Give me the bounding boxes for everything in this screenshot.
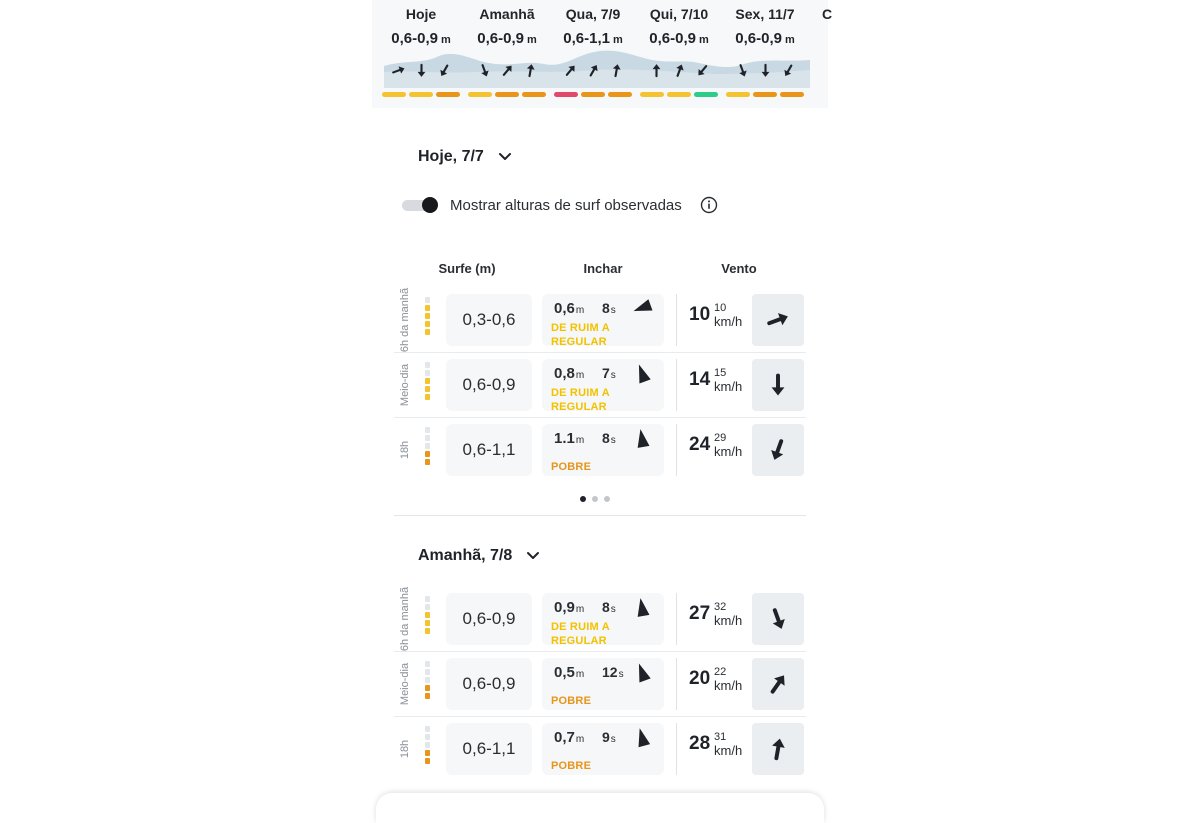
- wind-meta: [714, 432, 742, 458]
- today-section-header[interactable]: [418, 148, 512, 166]
- meter-segment: [425, 596, 430, 602]
- swell-period: [602, 729, 616, 745]
- wind-meta: [714, 367, 742, 393]
- arrow-icon: [436, 62, 453, 79]
- swell-period-unit: s: [610, 305, 616, 316]
- day-name: Qui, 7/10: [649, 6, 709, 22]
- meter-segment: [425, 750, 430, 756]
- day-surf-range-value: 0,6-0,9: [649, 30, 696, 47]
- meter-segment: [425, 661, 430, 667]
- meter-segment: [425, 435, 430, 441]
- arrow-icon: [499, 62, 516, 79]
- surf-height: 0,3-0,6: [446, 294, 532, 346]
- swell-period-unit: s: [618, 669, 624, 680]
- surf-height: 0,6-1,1: [446, 723, 532, 775]
- swell-rating: DE RUIM A REGULAR: [551, 621, 610, 647]
- meter-segment: [425, 370, 430, 376]
- swell-height-unit: m: [575, 435, 585, 446]
- today-section-title: Hoje, 7/7: [418, 148, 484, 165]
- wind-direction-box[interactable]: [752, 658, 804, 710]
- rating-bar: [640, 92, 664, 97]
- meter-segment: [425, 451, 430, 457]
- rating-bar: [667, 92, 691, 97]
- arrow-icon: [562, 62, 579, 79]
- meter-segment: [425, 378, 430, 384]
- pagination-dot[interactable]: [580, 496, 586, 502]
- info-icon[interactable]: [700, 196, 718, 214]
- rating-bar: [436, 92, 460, 97]
- time-label-text: 6h da manhã: [399, 586, 411, 652]
- arrow-icon: [671, 62, 688, 79]
- wind-gust: 29: [714, 432, 727, 444]
- arrow-icon: [757, 62, 774, 79]
- observed-heights-label: Mostrar alturas de surf observadas: [450, 196, 682, 214]
- observed-heights-row: [402, 196, 718, 214]
- column-divider: [676, 593, 677, 645]
- day-name: Hoje: [405, 6, 437, 22]
- wind-unit: km/h: [714, 678, 743, 693]
- rating-bar: [495, 92, 519, 97]
- swell-period-value: 12: [602, 664, 618, 680]
- wind-meta: [714, 666, 742, 692]
- wind-direction-box[interactable]: [752, 593, 804, 645]
- column-divider: [676, 294, 677, 346]
- arrow-icon: [413, 62, 430, 79]
- wind-direction-box[interactable]: [752, 294, 804, 346]
- rating-bar: [608, 92, 632, 97]
- swell-period-value: 8: [602, 300, 610, 316]
- wind-meta: [714, 601, 742, 627]
- day-summary[interactable]: [378, 0, 464, 108]
- swell-height-value: 0,7: [554, 729, 575, 746]
- swell-cell: [542, 359, 664, 411]
- forecast-row[interactable]: [394, 587, 806, 652]
- forecast-row[interactable]: [394, 418, 806, 483]
- rating-bar: [409, 92, 433, 97]
- swell-direction-icon: [629, 596, 655, 618]
- arrow-icon: [476, 62, 493, 79]
- meter-segment: [425, 305, 430, 311]
- surf-height-meter: [425, 726, 430, 764]
- meter-segment: [425, 297, 430, 303]
- day-surf-range-value: 0,6-0,9: [391, 30, 438, 47]
- day-rating-bars: [640, 92, 718, 97]
- rating-bar: [694, 92, 718, 97]
- rating-bar: [522, 92, 546, 97]
- wind-speed: 24: [689, 434, 711, 455]
- rating-bar: [780, 92, 804, 97]
- day-surf-range-unit: m: [612, 34, 623, 46]
- swell-period: [602, 300, 616, 316]
- wind-gust: 31: [714, 731, 727, 743]
- forecast-row[interactable]: [394, 288, 806, 353]
- swell-period-value: 8: [602, 430, 610, 446]
- day-summary[interactable]: [464, 0, 550, 108]
- swell-cell: [542, 593, 664, 645]
- wind-speed: 20: [689, 668, 711, 689]
- arrow-icon: [780, 62, 797, 79]
- meter-segment: [425, 329, 430, 335]
- rating-bar: [726, 92, 750, 97]
- swell-rating: POBRE: [551, 695, 592, 707]
- day-name: Qua, 7/9: [565, 6, 621, 22]
- wind-meta: [714, 731, 742, 757]
- surf-height-meter: [425, 661, 430, 699]
- day-surf-range: [636, 30, 722, 47]
- swell-height-unit: m: [575, 305, 585, 316]
- swell-period-unit: s: [610, 604, 616, 615]
- observed-heights-toggle[interactable]: [402, 196, 438, 214]
- meter-segment: [425, 726, 430, 732]
- wind-speed: 27: [689, 603, 711, 624]
- day-surf-range-unit: m: [440, 34, 451, 46]
- meter-segment: [425, 612, 430, 618]
- time-label: [394, 722, 416, 776]
- column-divider: [676, 424, 677, 476]
- bottom-sheet[interactable]: [376, 793, 824, 823]
- swell-direction-icon: [629, 726, 655, 748]
- tomorrow-section-title: Amanhã, 7/8: [418, 547, 513, 564]
- wind-unit: km/h: [714, 613, 743, 628]
- day-name: Sex, 11/7: [735, 6, 795, 22]
- swell-height-value: 0,5: [554, 664, 575, 681]
- day-name: Amanhã: [479, 6, 535, 22]
- meter-segment: [425, 394, 430, 400]
- arrow-icon: [608, 62, 625, 79]
- swell-height: [554, 365, 584, 382]
- day-wind-arrows: [636, 62, 722, 79]
- arrow-icon: [585, 62, 602, 79]
- swell-period: [602, 430, 616, 446]
- swell-height: [554, 664, 584, 681]
- meter-segment: [425, 685, 430, 691]
- swell-height-value: 0,9: [554, 599, 575, 616]
- column-header-swell: Inchar: [583, 261, 623, 276]
- swell-period-unit: s: [610, 435, 616, 446]
- arrow-icon: [734, 62, 751, 79]
- day-surf-range-value: 0,6-0,9: [477, 30, 524, 47]
- arrow-icon: [764, 306, 792, 334]
- column-header-surf: Surfe (m): [438, 261, 496, 276]
- arrow-icon: [390, 62, 407, 79]
- swell-direction-icon: [629, 362, 655, 384]
- day-wind-arrows: [550, 62, 636, 79]
- swell-period-unit: s: [610, 734, 616, 745]
- swell-cell: [542, 294, 664, 346]
- swell-height-value: 0,8: [554, 365, 575, 382]
- meter-segment: [425, 628, 430, 634]
- forecast-row[interactable]: [394, 717, 806, 782]
- swell-height-unit: m: [575, 669, 585, 680]
- arrow-icon: [764, 436, 792, 464]
- meter-segment: [425, 386, 430, 392]
- surf-height: 0,6-0,9: [446, 658, 532, 710]
- swell-cell: [542, 658, 664, 710]
- time-label-text: Meio-dia: [399, 363, 411, 407]
- swell-period-value: 8: [602, 599, 610, 615]
- meter-segment: [425, 459, 430, 465]
- surf-height: 0,6-1,1: [446, 424, 532, 476]
- swell-height: [554, 729, 584, 746]
- swell-cell: [542, 723, 664, 775]
- forecast-row[interactable]: [394, 652, 806, 717]
- swell-direction-icon: [629, 427, 655, 449]
- meter-segment: [425, 427, 430, 433]
- time-label: [394, 358, 416, 412]
- rating-bar: [554, 92, 578, 97]
- meter-segment: [425, 443, 430, 449]
- day-surf-range: [464, 30, 550, 47]
- swell-period: [602, 599, 616, 615]
- pagination-dot[interactable]: [604, 496, 610, 502]
- wind-speed: 10: [689, 304, 711, 325]
- surf-height-meter: [425, 297, 430, 335]
- wind-gust: 10: [714, 302, 727, 314]
- swell-height-value: 1.1: [554, 430, 575, 447]
- swell-period-value: 7: [602, 365, 610, 381]
- day-surf-range-unit: m: [526, 34, 537, 46]
- day-surf-range: [378, 30, 464, 47]
- day-summary[interactable]: [722, 0, 808, 108]
- meter-segment: [425, 604, 430, 610]
- swell-cell: [542, 424, 664, 476]
- day-rating-bars: [726, 92, 804, 97]
- day-wind-arrows: [722, 62, 808, 79]
- rating-bar: [468, 92, 492, 97]
- arrow-icon: [694, 62, 711, 79]
- swell-height: [554, 300, 584, 317]
- swell-height-unit: m: [575, 604, 585, 615]
- swell-period-unit: s: [610, 370, 616, 381]
- surf-height-meter: [425, 427, 430, 465]
- wind-unit: km/h: [714, 743, 743, 758]
- time-label-text: 18h: [398, 440, 411, 460]
- day-surf-range-unit: m: [784, 34, 795, 46]
- swell-height: [554, 599, 584, 616]
- day-rating-bars: [554, 92, 632, 97]
- surf-height-meter: [425, 596, 430, 634]
- arrow-icon: [522, 62, 539, 79]
- day-rating-bars: [468, 92, 546, 97]
- time-label: [394, 657, 416, 711]
- day-rating-bars: [382, 92, 460, 97]
- meter-segment: [425, 677, 430, 683]
- tomorrow-section-header[interactable]: [418, 547, 540, 565]
- wind-direction-box[interactable]: [752, 723, 804, 775]
- time-label-text: 18h: [398, 739, 411, 759]
- forecast-panel: [372, 0, 833, 800]
- pagination-dot[interactable]: [592, 496, 598, 502]
- day-surf-range-value: 0,6-1,1: [563, 30, 610, 47]
- day-surf-range: [550, 30, 636, 47]
- next-day-peek[interactable]: C: [822, 6, 833, 22]
- swell-direction-icon: [629, 297, 655, 319]
- wind-meta: [714, 302, 742, 328]
- column-header-wind: Vento: [721, 261, 757, 276]
- meter-segment: [425, 742, 430, 748]
- rating-bar: [753, 92, 777, 97]
- surf-height: 0,6-0,9: [446, 593, 532, 645]
- swell-rating: POBRE: [551, 760, 592, 772]
- tomorrow-forecast-rows: [394, 587, 806, 782]
- swell-height: [554, 430, 584, 447]
- pagination-dots: [580, 496, 610, 502]
- swell-period: [602, 664, 624, 680]
- wind-gust: 15: [714, 367, 727, 379]
- swell-height-unit: m: [575, 734, 585, 745]
- day-wind-arrows: [378, 62, 464, 79]
- day-surf-range-unit: m: [698, 34, 709, 46]
- meter-segment: [425, 693, 430, 699]
- time-label: [394, 423, 416, 477]
- swell-rating: DE RUIM A REGULAR: [551, 322, 610, 348]
- meter-segment: [425, 313, 430, 319]
- day-wind-arrows: [464, 62, 550, 79]
- surf-height-meter: [425, 362, 430, 400]
- meter-segment: [425, 669, 430, 675]
- column-divider: [676, 359, 677, 411]
- time-label-text: 6h da manhã: [399, 287, 411, 353]
- arrow-icon: [764, 735, 792, 763]
- meter-segment: [425, 321, 430, 327]
- chevron-down-icon: [526, 551, 540, 561]
- day-summary[interactable]: [550, 0, 636, 108]
- section-divider: [394, 515, 806, 516]
- meter-segment: [425, 758, 430, 764]
- arrow-icon: [764, 670, 792, 698]
- arrow-icon: [764, 371, 792, 399]
- time-label: [394, 287, 416, 353]
- swell-rating: DE RUIM A REGULAR: [551, 387, 610, 413]
- swell-height-unit: m: [575, 370, 585, 381]
- swell-period: [602, 365, 616, 381]
- rating-bar: [581, 92, 605, 97]
- wind-gust: 22: [714, 666, 727, 678]
- multi-day-strip[interactable]: [372, 0, 833, 108]
- day-surf-range: [722, 30, 808, 47]
- forecast-row[interactable]: [394, 353, 806, 418]
- chevron-down-icon: [498, 152, 512, 162]
- meter-segment: [425, 734, 430, 740]
- wind-direction-box[interactable]: [752, 424, 804, 476]
- column-divider: [676, 723, 677, 775]
- swell-period-value: 9: [602, 729, 610, 745]
- today-forecast-rows: [394, 288, 806, 483]
- swell-rating: POBRE: [551, 461, 592, 473]
- day-surf-range-value: 0,6-0,9: [735, 30, 782, 47]
- swell-direction-icon: [629, 661, 655, 683]
- wind-direction-box[interactable]: [752, 359, 804, 411]
- arrow-icon: [764, 605, 792, 633]
- wind-speed: 28: [689, 733, 711, 754]
- wind-unit: km/h: [714, 444, 743, 459]
- column-divider: [676, 658, 677, 710]
- wind-unit: km/h: [714, 379, 743, 394]
- surf-height: 0,6-0,9: [446, 359, 532, 411]
- wind-gust: 32: [714, 601, 727, 613]
- arrow-icon: [648, 62, 665, 79]
- rating-bar: [382, 92, 406, 97]
- meter-segment: [425, 620, 430, 626]
- time-label-text: Meio-dia: [399, 662, 411, 706]
- swell-height-value: 0,6: [554, 300, 575, 317]
- wind-unit: km/h: [714, 314, 743, 329]
- time-label: [394, 586, 416, 652]
- day-summary[interactable]: [636, 0, 722, 108]
- wind-speed: 14: [689, 369, 711, 390]
- meter-segment: [425, 362, 430, 368]
